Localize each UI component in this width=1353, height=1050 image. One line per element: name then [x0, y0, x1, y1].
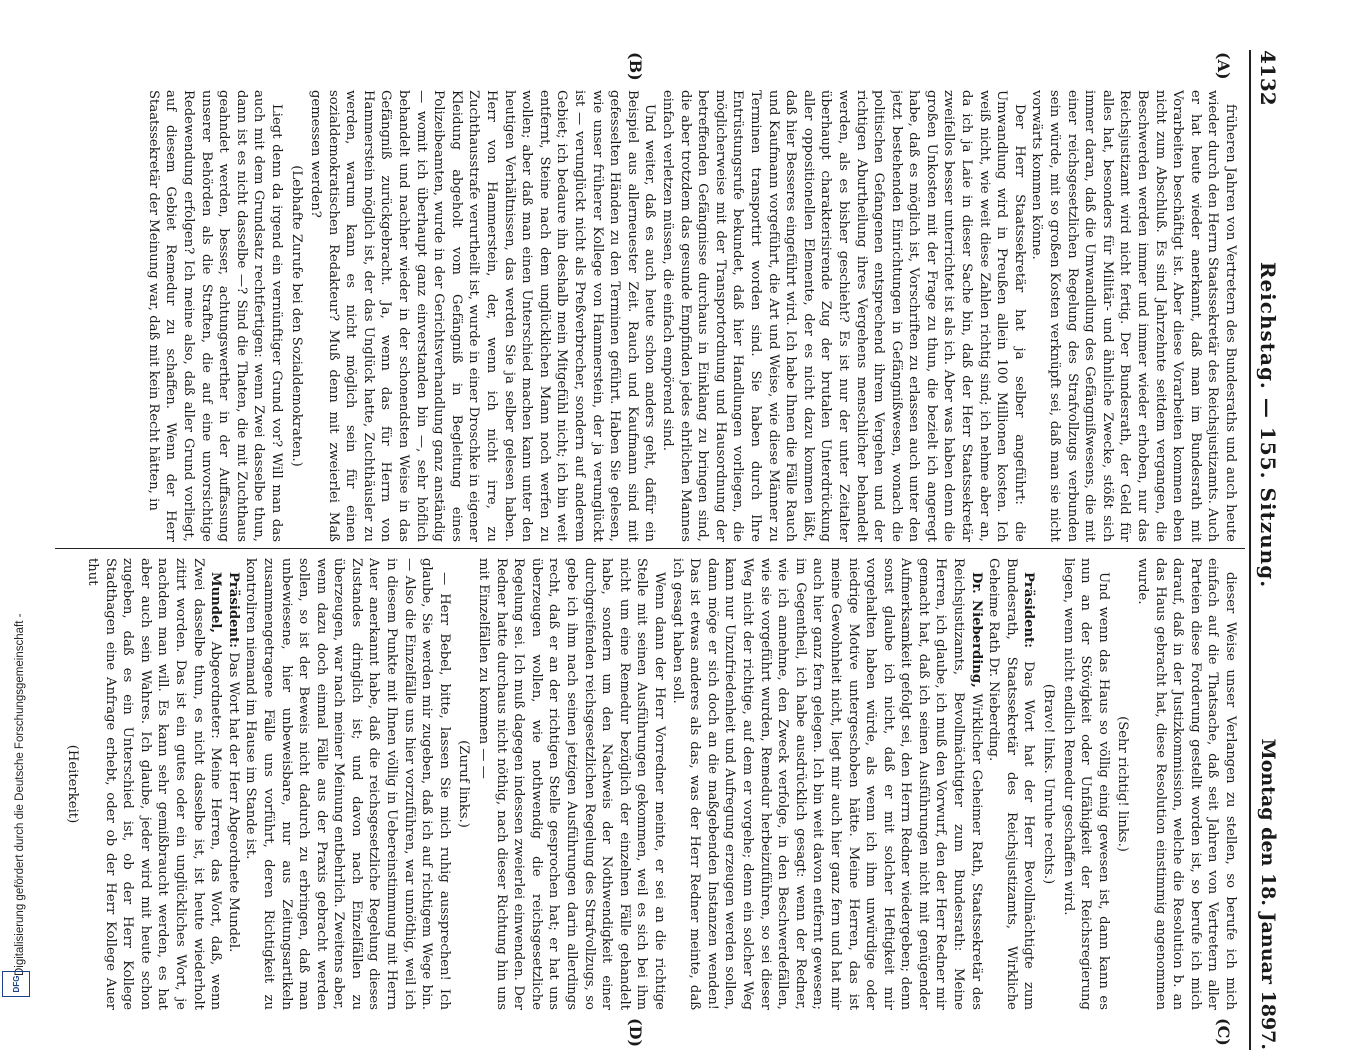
paragraph [242, 558, 453, 1010]
paragraph-text: (Zuruf links.) [456, 740, 472, 828]
paragraph [985, 558, 1038, 1010]
interjection [455, 558, 473, 1010]
interjection [287, 90, 305, 542]
margin-marker-d: (D) [626, 1018, 645, 1048]
paragraph-text: Wirklicher Geheimer Rath, Staatssekretär des Reichsjustizamts, Bevollmächtigter zum Bundesrath: Meine Herren, ich glaube, ich muß den Vorwurf, den der Herr Redner mir gemacht hat, daß ich seinen Ausführungen nicht mit genügender Aufmerksamkeit gefolgt sei, den Herrn Redner wiedergeben; denn sonst glaube ich nicht, daß er mit solcher Heftigkeit mir vorgehalten haben würde, als wenn ich ihm unwürdige oder niedrige Motive untergeschoben hätte. Meine Herren, das ist meine Gewohnheit nicht, liegt mir auch hier ganz fern und hat mir auch hier ganz fern gelegen. Ich bin weit davon entfernt gewesen; im Gegentheil, ich habe ausdrücklich gesagt: wenn der Redner, wie ich annehme, den Zweck verfolge, in den Beschwerdefällen, wie sie vorgeführt wurden, Remedur herbeizuführen, so sei dieser Weg nicht der richtige, auf dem er vorgehe; denn ein solcher Weg kann nur Unzufriedenheit und Aufregung erzeugen werden sollen, dann möge er sich doch an die maßgebenden Instanzen wenden! Das ist etwas anderes als das, was der Herr Redner meinte, daß ich gesagt haben soll. [669, 558, 984, 1010]
page-number: 4132 [1256, 50, 1280, 106]
column-divider [55, 548, 1245, 549]
digitization-footer [0, 560, 32, 1000]
page-header [1249, 50, 1285, 1050]
paragraph-text: Das Wort hat der Herr Abgeordnete Mundel. [225, 652, 241, 953]
speaker-name: Präsident: [225, 572, 241, 649]
paragraph [658, 90, 1027, 542]
paragraph-text: (Heiterkeit) [65, 744, 81, 824]
right-text-column [59, 558, 1239, 1010]
paragraph-text: Und weiter, daß es auch heute schon anders geht, dafür ein Beispiel aus allerneuester Zeit. Rauch und Kaufmann sind mit gefesselten Händen zu den Terminen geführt. Haben Sie gelesen, wie unser früherer Kollege von Hammerstein, der ja verunglückt ist — verunglückt nicht als Preßverbrecher, sondern auf anderem Gebiet; ich bedaure ihn deshalb mein Mitgefühl nicht; ich bin weit entfernt, Steine nach dem unglücklichen Mann noch werfen zu wollen; aber daß man einen Unterschied machen kann unter den heutigen Verhältnissen, das werden Sie ja selber gelesen haben. Herr von Hammerstein, der, wenn ich nicht irre, zu Zuchthausstrafe verurtheilt ist, wurde in einer Droschke in eigener Kleidung abgeholt vom Gefängniß in Begleitung eines Polizeibeamten, wurde in der Gerichtsverhandlung ganz anständig — womit ich überhaupt ganz einverstanden bin —, sehr höflich behandelt und nachher wieder in der schonendsten Weise in das Gefängniß zurückgebracht. Ja, wenn das für Herrn von Hammerstein möglich ist, der das Unglück hatte, Zuchthäusler zu werden, warum kann es nicht möglich sein für einen sozialdemokratischen Redakteur? Muß denn mit zweierlei Maß gemessen werden? [308, 90, 658, 542]
interjection [64, 558, 82, 1010]
paragraph [144, 90, 285, 542]
interjection [1039, 558, 1057, 1010]
paragraph-text: dieser Weise unser Verlangen zu stellen, so berufe ich mich einfach auf die Thatsache, daß seit Jahren von Vertretern aller Parteien diese Forderung gestellt worden ist, so berufe ich mich darauf, daß in der Justizkommission, welche die Resolution b. an das Haus gebracht hat, diese Resolution einstimmig angenommen wurde. [1135, 558, 1238, 1010]
paragraph-text: — Herr Bebel, bitte, lassen Sie mich ruhig aussprechen! Ich glaube, Sie werden mir zugeben, daß ich auf richtigem Wege bin. — Also die Einzelfälle uns hier vorzuführen, war unnöthig, weil ich in diesem Punkte mit Ihnen völlig in Uebereinstimmung mit Herrn Auer anerkannt habe, daß die reichsgesetzliche Regelung dieses Zustandes dringlich ist; und davon nach Einzelfällen zu überzeugen, war nach meiner Meinung entbehrlich. Zweitens aber, wenn dazu doch einmal Fälle aus der Praxis gebracht werden sollen, so ist der Beweis nicht dadurch zu erbringen, daß man unbewiesene, hier unbeweisbare, nur aus Zeitungsartikeln zusammengetragene Fälle uns vorführt, deren Richtigkeit zu kontroliren niemand im Hause im Stande ist. [243, 558, 452, 1010]
paragraph-text: (Sehr richtig! links.) [1115, 716, 1131, 852]
left-text-column [59, 90, 1239, 542]
paragraph-text: früheren Jahren von Vertretern des Bundesraths und auch heute wieder durch den Herrn Staatssekretär des Reichsjustizamts. Auch er hat heute wieder anerkannt, daß man im Bundesrath mit Vorarbeiten beschäftigt ist. Aber diese Vorarbeiten kommen eben nicht zum Abschluß. Es sind Jahrzehnte seitdem vergangen, die Beschwerden werden immer und immer wieder erhoben, nur das Reichsjustizamt wird nicht fertig. Der Bundesrath, der Geld für alles hat, besonders für Militär- und ähnliche Zwecke, stößt sich immer daran, daß die Umwandlung des Gefängnißwesens, die mit einer reichsgesetzlichen Regelung des Strafvollzugs verbunden sein würde, mit so großen Kosten verknüpft sei, daß man sie nicht vorwärts kommen könne. [1029, 90, 1238, 542]
interjection [1114, 558, 1132, 1010]
scanned-page [50, 50, 1285, 1050]
paragraph [83, 558, 224, 1010]
paragraph-text: Und wenn das Haus so völlig einig gewesen ist, dann kann es nun an der Stövigkeit oder Unfähigkeit der Reichsregierung liegen, wenn nicht endlich Remedur geschaffen wird. [1060, 558, 1111, 1010]
margin-marker-b: (B) [626, 52, 645, 81]
paragraph-text: Liegt denn da irgend ein vernünftiger Grund vor? Will man das auch mit dem Grundsatz rechtfertigen: wenn Zwei dasselbe thun, dann ist es nicht dasselbe —? Sind die Thaten, die mit Zuchthaus geahndet werden, besser, achtungswerther in der Auffassung unserer Behörden als die Straften, die auf eine unvorsichtige Redewendung erfolgen? Ich meine also, daß aller Grund vorliegt, auf diesem Gebiet Remedur zu schaffen. Wenn der Herr Staatssekretär der Meinung war, daß mit kein Recht hätten, in [145, 90, 284, 542]
speaker-name: Dr. Nieberding, [968, 572, 984, 688]
paragraph [1028, 90, 1239, 542]
paragraph [1059, 558, 1112, 1010]
funding-credit: Digitalisierung gefördert durch die Deutsche Forschungsgemeinschaft - [14, 613, 26, 976]
page-title: Reichstag. — 155. Sitzung. [1256, 261, 1280, 589]
paragraph-text: Das Wort hat der Herr Bevollmächtigte zum Bundesrath, Staatssekretär des Reichsjustizamts, Wirkliche Geheime Rath Dr. Nieberding. [986, 558, 1037, 1010]
paragraph-text: Der Herr Staatssekretär hat ja selber angeführt: die Umwandlung wird in Preußen allein 100 Millionen kosten. Ich weiß nicht, wie weit diese Zahlen richtig sind; ich nehme aber an, da ich ja Laie in dieser Sache bin, daß der Herr Staatssekretär zweifellos besser unterrichtet ist als ich. Aber was haben denn die großen Unkosten mit der Frage zu thun, die bezielt ich angeregt habe, daß es möglich ist, Vorschriften zu erlassen auch unter den jetzt bestehenden Einrichtungen in Gefängnißwesen, wonach die politischen Gefangenen entsprechend ihrem Vergehen und der richtigen Aburtheilung ihres Vergehens menschlicher behandelt werden, als es bisher geschieht? Es ist nur der unter Zeitalter überhaupt charakterisirende Zug der brutalen Unterdrückung aller oppositionellen Elemente, der es nicht dazu kommen läßt, daß hier Besseres eingeführt wird. Ich habe Ihnen die Fälle Rauch und Kaufmann vorgeführt, die Art und Weise, wie diese Männer zu Terminen transportirt worden sind. Sie haben durch Ihre Entrüstungsrufe bekundet, daß hier Handlungen vorliegen, die möglicherweise mit der Transportordnung und Hausordnung der betreffenden Gefängnisse durchaus in Einklang zu bringen sind, die aber trotzdem das gesunde Empfinden jedes ehrlichen Mannes einfach verletzen müssen, die einfach empörend sind. [660, 90, 1027, 542]
margin-marker-c: (C) [1214, 1018, 1233, 1046]
speaker-name: Präsident: [1021, 572, 1037, 649]
paragraph [307, 90, 659, 542]
paragraph-text: (Bravo! links. Unruhe rechts.) [1041, 683, 1057, 885]
paragraph [1133, 558, 1239, 1010]
paragraph [668, 558, 985, 1010]
speaker-name: Mundel, [208, 572, 224, 633]
paragraph [224, 558, 242, 1010]
margin-marker-a: (A) [1214, 52, 1233, 80]
session-date: Montag den 18. Januar 1897. [1257, 738, 1279, 1050]
dfg-logo: DFG [2, 971, 30, 997]
paragraph-text: (Lebhafte Zurufe bei den Sozialdemokraten.) [288, 165, 304, 467]
paragraph-text: Abgeordneter: Meine Herren, das Wort, daß, wenn Zwei dasselbe thun, es nicht dasselbe ist, ist heute wiederholt zitirt worden. Das ist ein gutes oder ein unglückliches Wort, je nachdem man will. Es kann sehr gemißbraucht werden, es hat aber auch sein Wahres. Ich glaube, jeder wird mit heute schon zugeben, daß es ein Unterschied ist, ob der Herr Kollege Stadthagen eine Anfrage erhebt, oder ob der Herr Kollege Auer thut [85, 558, 224, 1010]
paragraph [474, 558, 668, 1010]
paragraph-text: Wenn dann der Herr Vorredner meinte, er sei an die richtige Stelle mit seinen Ausführungen gekommen, weil es sich bei ihm nicht um eine Remedur bezüglich der einzelnen Fälle gehandelt habe, sondern um den Nachweis der Nothwendigkeit einer durchgreifenden reichsgesetzlichen Regelung des Strafvollzugs, so gebe ich ihm nach seinen jetzigen Ausführungen darin allerdings recht, daß er an der richtigen Stelle gesprochen hat; er hat uns überzeugen wollen, wie nothwendig die reichsgesetzliche Regelung sei. Ich muß dagegen indessen zweierlei einwenden. Der Redner hatte durchaus nicht nöthig, nach dieser Richtung hin uns mit Einzelfällen zu kommen — — [476, 558, 667, 1010]
